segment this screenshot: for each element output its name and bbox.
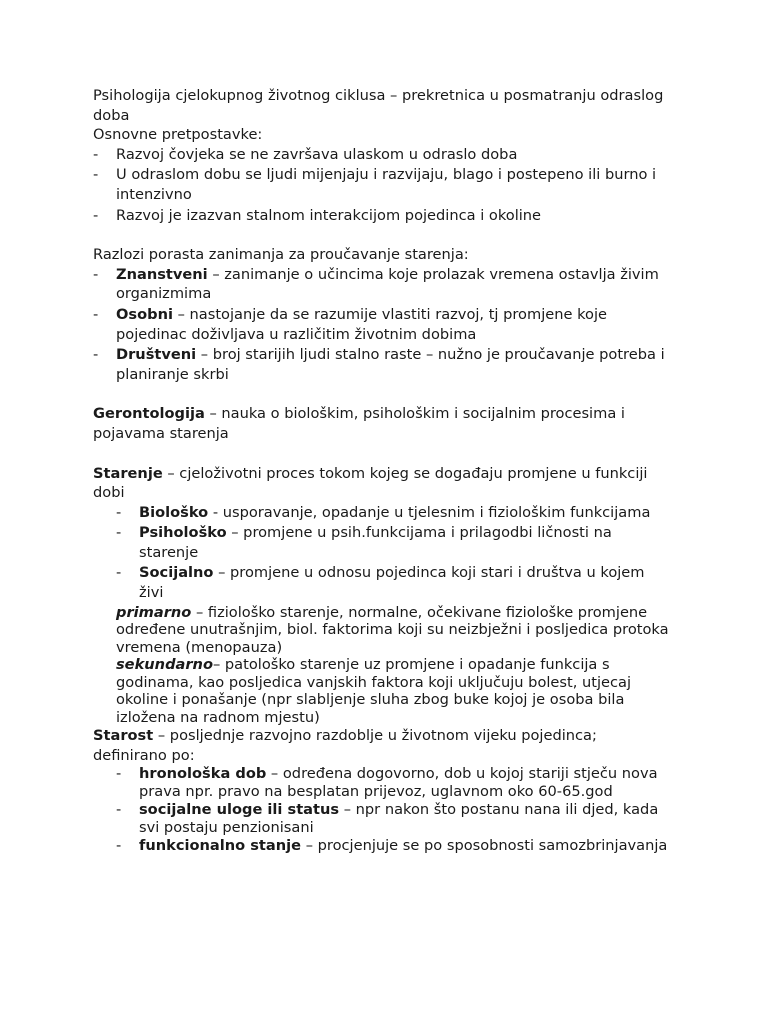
list-item: - Razvoj je izazvan stalnom interakcijom pojedinca i okoline — [93, 206, 542, 224]
list-item: - Osobni – nastojanje da se razumije vlastiti razvoj, tj promjene koje pojedinac doživljava u različitim životnim dobima — [93, 305, 607, 343]
primary-aging-definition: primarno – fiziološko starenje, normalne, očekivane fiziološke promjene određene unutrašnjim, biol. faktorima koji su neizbježni i posljedica protoka vremena (menopauza) — [116, 603, 669, 656]
list-item: - Znanstveni – zanimanje o učincima koje prolazak vremena ostavlja živim organizmima — [93, 265, 659, 303]
list-item: - funkcionalno stanje – procjenjuje se po sposobnosti samozbrinjavanja — [116, 837, 668, 855]
document-title: Psihologija cjelokupnog životnog ciklusa – prekretnica u posmatranju odraslog doba — [93, 87, 664, 124]
list-item: - hronološka dob – određena dogovorno, dob u kojoj stariji stječu nova prava npr. pravo na besplatan prijevoz, uglavnom oko 60-65.god — [116, 765, 658, 800]
reasons-heading: Razlozi porasta zanimanja za proučavanje starenja: — [93, 246, 469, 264]
list-item: - Biološko - usporavanje, opadanje u tjelesnim i fiziološkim funkcijama — [116, 503, 651, 521]
assumptions-heading: Osnovne pretpostavke: — [93, 126, 263, 144]
list-item: - Socijalno – promjene u odnosu pojedinca koji stari i društva u kojem živi — [116, 564, 645, 602]
gerontology-definition: Gerontologija – nauka o biološkim, psihološkim i socijalnim procesima i pojavama starenja — [93, 405, 625, 442]
document-body — [93, 86, 673, 856]
secondary-aging-definition: sekundarno– patološko starenje uz promjene i opadanje funkcija s godinama, kao posljedica vanjskih faktora koji uključuju bolest, utjecaj okoline i ponašanje (npr slabljenje sluha zbog buke kojoj je osoba bila izložena na radnom mjestu) — [116, 656, 632, 726]
list-item: - U odraslom dobu se ljudi mijenjaju i razvijaju, blago i postepeno ili burno i intenzivno — [93, 166, 657, 203]
assumptions-list — [93, 145, 673, 225]
aging-definition: Starenje – cjeloživotni proces tokom kojeg se događaju promjene u funkciji dobi — [93, 464, 648, 502]
aging-types-list — [116, 503, 673, 603]
list-item: - Razvoj čovjeka se ne završava ulaskom u odraslo doba — [93, 145, 518, 163]
list-item: - Psihološko – promjene u psih.funkcijama i prilagodbi ličnosti na starenje — [116, 524, 612, 561]
list-item: - Društveni – broj starijih ljudi stalno raste – nužno je proučavanje potreba i planiranje skrbi — [93, 346, 665, 383]
old-age-definition: Starost – posljednje razvojno razdoblje u životnom vijeku pojedinca; definirano po: — [93, 727, 597, 764]
list-item: - socijalne uloge ili status – npr nakon što postanu nana ili djed, kada svi postaju penzionisani — [116, 801, 659, 836]
reasons-list — [93, 265, 673, 385]
old-age-criteria-list — [116, 765, 673, 855]
